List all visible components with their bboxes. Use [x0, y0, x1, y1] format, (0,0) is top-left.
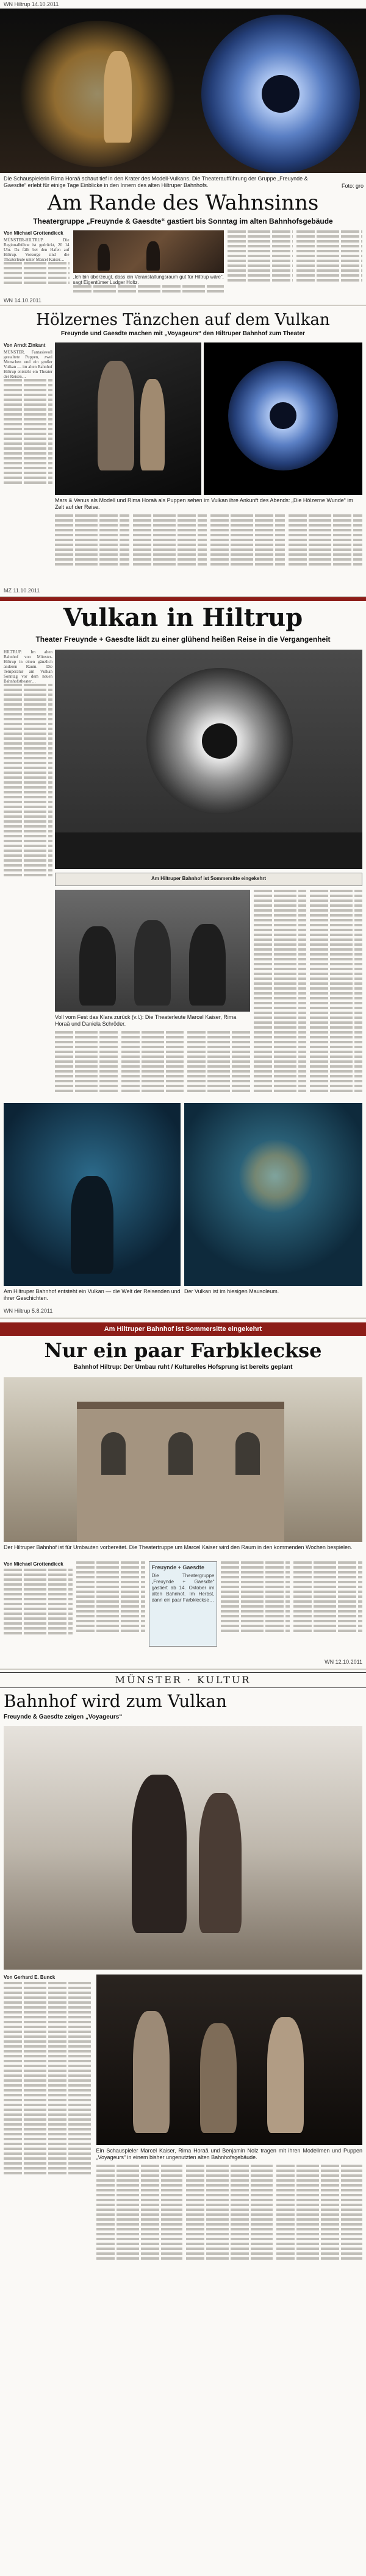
inline-photo [73, 230, 224, 273]
subheadline: Theatergruppe „Freuynde & Gaesdte“ gastiert bis Sonntag im alten Bahnhofsgebäude [33, 217, 333, 225]
inline-caption: „Ich bin überzeugt, dass ein Veranstaltungsraum gut für Hiltrup wäre“, sagt Eigentümer Ludger Holtz. [73, 274, 224, 285]
window [235, 1432, 260, 1475]
kicker-banner-text: Am Hiltruper Bahnhof ist Sommersitte eingekehrt [104, 1325, 262, 1333]
subheadline: Theater Freuynde + Gaesdte lädt zu einer glühend heißen Reise in die Vergangenheit [35, 635, 331, 644]
puppet-figure [98, 361, 134, 470]
window [101, 1432, 126, 1475]
clip-am-rande [0, 0, 366, 306]
article-col [296, 230, 362, 299]
section-label: MÜNSTER · KULTUR [115, 1674, 251, 1686]
subheadline: Freuynde und Gaesdte machen mit „Voyageurs“ den Hiltruper Bahnhof zum Theater [61, 330, 305, 337]
info-box-title: Freuynde + Gaesdte [151, 1564, 204, 1570]
subheadline: Bahnhof Hiltrup: Der Umbau ruht / Kulturelles Hofsprung ist bereits geplant [73, 1364, 293, 1371]
vulkan-photo [0, 9, 366, 173]
date-stamp: WN 14.10.2011 [4, 297, 41, 303]
byline: Von Michael Grottendieck [4, 1561, 63, 1567]
article-body [4, 650, 52, 954]
actor-figure [104, 51, 132, 143]
caption-bottom-left: Am Hiltruper Bahnhof entsteht ein Vulkan — die Welt der Reisenden und ihrer Geschichten. [4, 1288, 181, 1301]
photo-caption: Der Hiltruper Bahnhof ist für Umbauten vorbereitet. Die Theatertruppe um Marcel Kaiser wird den Raum in den kommenden Wochen bespielen. [4, 1544, 353, 1550]
photo-caption: Die Schauspielerin Rima Horaä schaut tief in den Krater des Modell-Vulkans. Die Theateraufführung der Gruppe „Freuynde & Gaesdte“ erlebt für einige Tage Einblicke in den Innern des alten Hiltruper Bahnhofs. [4, 176, 308, 188]
article-col [73, 230, 224, 299]
bahnhof-photo [4, 1377, 362, 1542]
info-box-text: Die Theatergruppe „Freuynde + Gaesdte“ gastiert ab 14. Oktober im alten Bahnhof. Im Herbst, dann ein paar Farbkleckse… [151, 1573, 215, 1603]
info-box [149, 1561, 218, 1647]
headline: Hölzernes Tänzchen auf dem Vulkan [36, 311, 330, 329]
headline: Am Rande des Wahnsinns [47, 191, 319, 215]
night-photo-right [184, 1103, 362, 1286]
puppet-photo [55, 342, 201, 495]
article-body-mid [55, 1031, 250, 1098]
window [168, 1432, 193, 1475]
clip-farbkleckse [0, 1319, 366, 1670]
kicker-banner [0, 1322, 366, 1336]
header-band [0, 597, 366, 601]
article-col [228, 230, 293, 299]
vulkan-photo [204, 342, 362, 495]
subheadline: Freuynde & Gaesdte zeigen „Voyageurs“ [4, 1714, 123, 1720]
headline: Bahnhof wird zum Vulkan [4, 1691, 227, 1711]
date-stamp: WN 12.10.2011 [325, 1659, 362, 1665]
article-body-lower [55, 514, 362, 581]
teaser-box: Am Hiltruper Bahnhof ist Sommersitte eingekehrt [55, 873, 362, 886]
article-body [4, 1975, 362, 2547]
date-stamp: MZ 11.10.2011 [4, 587, 40, 594]
date-stamp: WN Hiltrup 5.8.2011 [4, 1308, 53, 1314]
article-body [4, 342, 52, 574]
photo-caption: Ein Schauspieler Marcel Kaiser, Rima Horaä und Benjamin Nolz tragen mit ihren Modellmen und Puppen „Voyageurs“ in einem bisher ungenutzten alten Bahnhofsgebäude. [96, 2148, 362, 2160]
caption-bottom-right: Der Vulkan ist im hiesigen Mausoleum. [184, 1288, 279, 1294]
clip-bahnhof-wird-zum-vulkan [0, 1670, 366, 2576]
vulkan-model-photo [55, 650, 362, 869]
night-photo-left [4, 1103, 181, 1286]
clip-hoelzernes-taenzchen [0, 306, 366, 597]
article-col [4, 342, 52, 574]
lead-text: MÜNSTER. Fantasievoll gestaltete Puppen, zwei Menschen und ein großer Vulkan — im alten Bahnhof Hiltrup entsteht ein Theater der Reisen… [4, 350, 52, 379]
photo-credit: Foto: gro [341, 183, 364, 189]
stage-floor [55, 832, 362, 869]
stage-light [18, 21, 177, 167]
vulkan-crater [146, 668, 293, 814]
article-body-right [254, 890, 362, 1097]
article-col [4, 230, 70, 299]
group-photo [55, 890, 250, 1012]
byline: Von Arndt Zinkant [4, 342, 46, 348]
byline: Von Michael Grottendieck [4, 230, 63, 236]
article-body [4, 1561, 362, 1653]
puppets-photo [96, 1975, 363, 2145]
vulkan-crater [201, 15, 360, 173]
byline: Von Gerhard E. Bunck [4, 1975, 56, 1980]
clip-vulkan-in-hiltrup [0, 597, 366, 1319]
stage-photo [4, 1726, 362, 1970]
headline: Vulkan in Hiltrup [63, 603, 303, 632]
puppet-figure [140, 379, 165, 470]
headline: Nur ein paar Farbkleckse [44, 1339, 322, 1362]
lead-text: MÜNSTER-HILTRUP. Die Regionalbühne ist gedrückt, 20 14 Uhr. Da fällt bei den Hafen auf Hiltrup. Vorsorge sind die Theaterleute unter Marcel Kaiser… [4, 238, 70, 262]
article-body [4, 230, 362, 299]
group-caption: Voll vom Fest das Klara zurück (v.l.): Die Theaterleute Marcel Kaiser, Rima Horaä und Daniela Schröder. [55, 1014, 237, 1027]
photo-caption: Mars & Venus als Modell und Rima Horaä als Puppen sehen im Vulkan ihre Ankunft des Abends: „Die Hölzerne Wunde“ im Zelt auf der Reise. [55, 497, 353, 510]
vulkan-crater [228, 361, 338, 470]
section-header [0, 1672, 366, 1688]
source-tag: WN Hiltrup 14.10.2011 [4, 1, 59, 7]
lead-text: HILTRUP. Im alten Bahnhof von Münster-Hiltrup in einen gänzlich anderen Raum. Die Temperatur am Vulkan Sonntag vor dem neuen Bahnhofstheater… [4, 650, 52, 684]
